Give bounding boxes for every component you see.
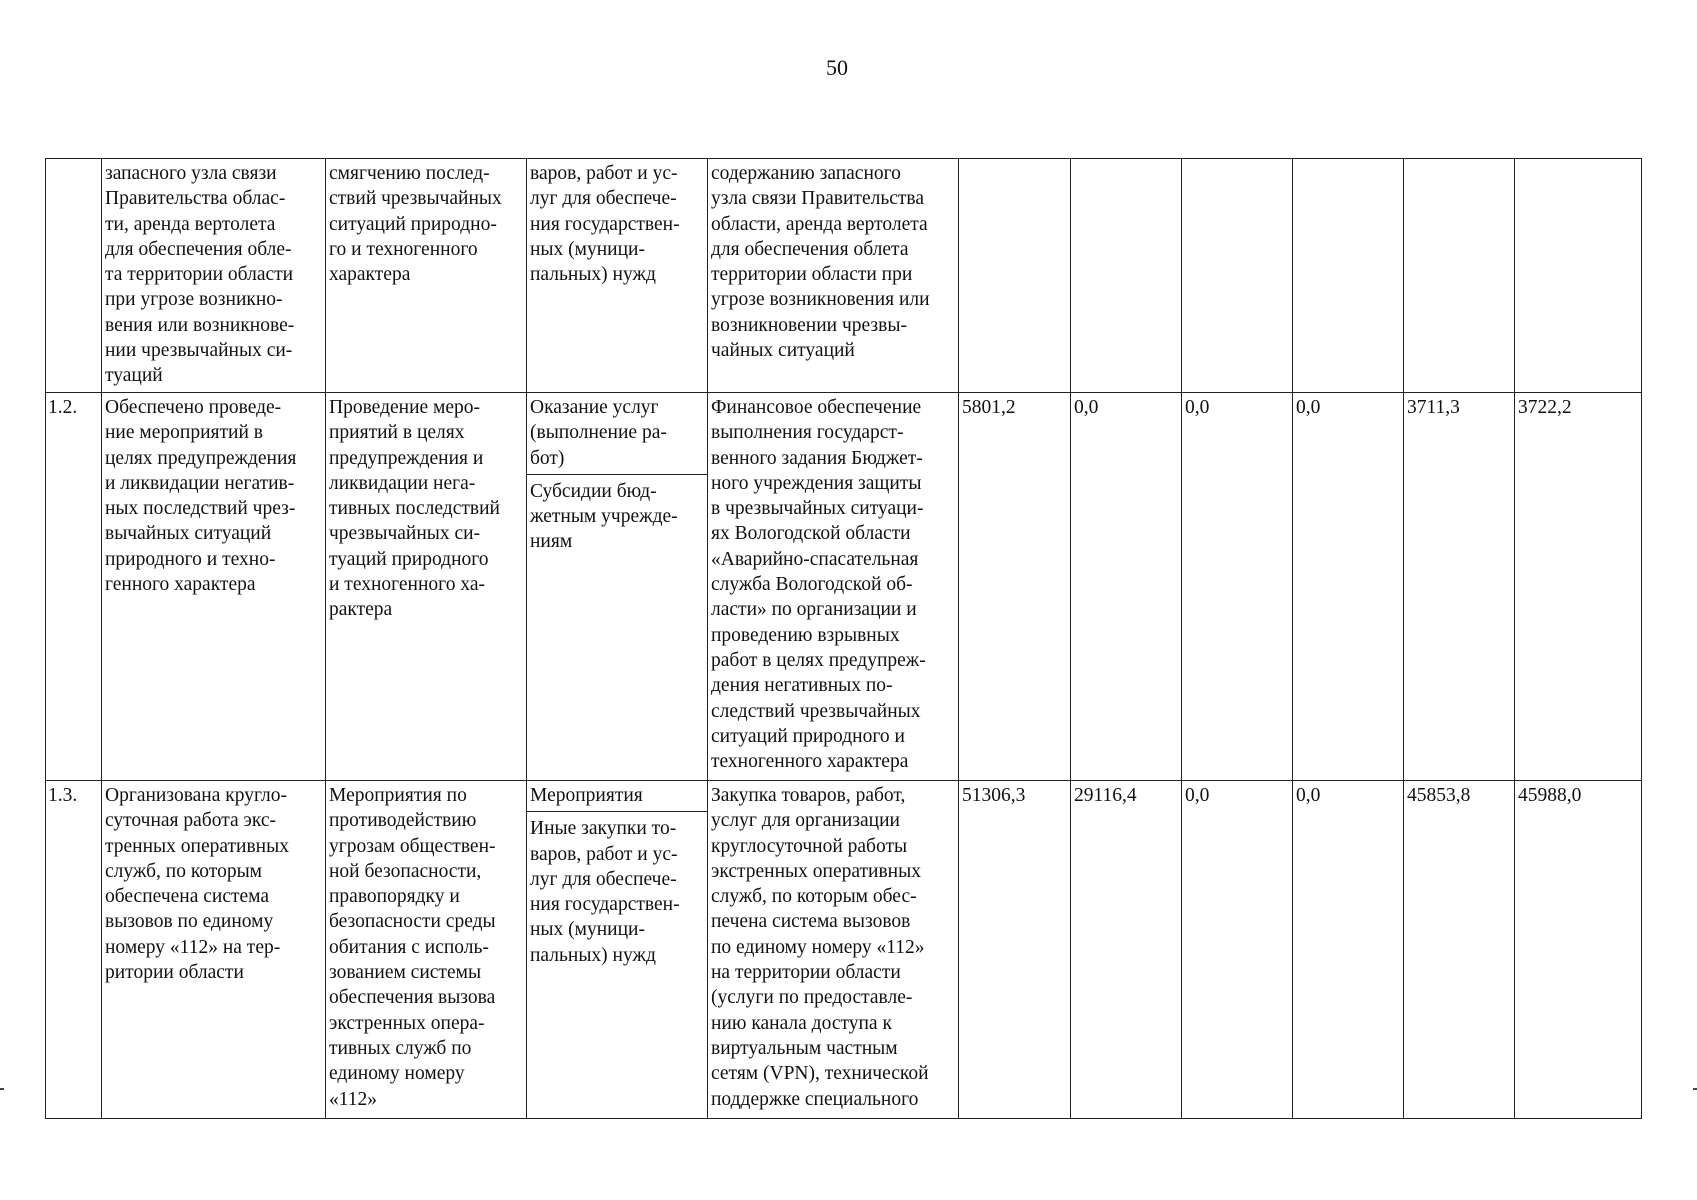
cell-line: возникновении чрезвы- <box>711 314 907 336</box>
cell-value <box>1515 159 1642 393</box>
cell-line: вения или возникнове- <box>105 314 295 336</box>
cell-row-number: 1.2. <box>46 393 102 781</box>
cell-line: предупреждения и <box>329 447 484 469</box>
cell-line: жетным учрежде- <box>530 506 678 528</box>
cell-line: Закупка товаров, работ, <box>711 785 906 806</box>
cell-value <box>1071 159 1182 393</box>
cell-value <box>1293 159 1404 393</box>
cell-value: 51306,3 <box>959 781 1071 1119</box>
cell-line: экстренных оперативных <box>711 860 921 882</box>
cell-value <box>1182 159 1293 393</box>
cell-line: характера <box>329 264 411 286</box>
cell-line: сетям (VPN), технической <box>711 1063 929 1085</box>
cell-line: пальных) нужд <box>530 944 656 966</box>
cell-value <box>959 159 1071 393</box>
cell-line: работ в целях предупреж- <box>711 649 926 671</box>
cell-value: 45988,0 <box>1515 781 1642 1119</box>
cell-line: на территории области <box>711 962 901 984</box>
cell-line: ния государствен- <box>530 894 680 916</box>
cell-line: та территории области <box>105 264 294 286</box>
cell-line: «Аварийно-спасательная <box>711 548 919 570</box>
cell-line: правопорядку и <box>329 886 460 908</box>
cell-line: для обеспечения обле- <box>105 238 292 260</box>
cell-line: дения негативных по- <box>711 675 893 697</box>
cell-line: безопасности среды <box>329 911 496 933</box>
cell-row-number: 1.3. <box>46 781 102 1119</box>
cell-expense-type <box>527 393 708 781</box>
cell-line: Субсидии бюд- <box>530 480 657 502</box>
cell-line: ласти» по организации и <box>711 599 917 621</box>
expense-type-top <box>527 783 707 812</box>
cell-line: зованием системы <box>329 962 482 984</box>
cell-direction <box>708 159 959 393</box>
cell-line: области, аренда вертолета <box>711 213 928 235</box>
cell-line: следствий чрезвычайных <box>711 700 921 722</box>
cell-line: содержанию запасного <box>711 163 901 184</box>
cell-value: 0,0 <box>1293 781 1404 1119</box>
cell-line: смягчению послед- <box>329 163 490 184</box>
cell-line: ного учреждения защиты <box>711 472 922 494</box>
expense-type-top <box>527 395 707 475</box>
cell-line: виртуальным частным <box>711 1037 898 1059</box>
cell-line: узла связи Правительства <box>711 188 925 210</box>
cell-line: «112» <box>329 1088 378 1110</box>
cell-line: луг для обеспече- <box>530 868 677 890</box>
cell-line: чайных ситуаций <box>711 340 855 362</box>
table-row <box>46 781 1642 1119</box>
cell-value: 29116,4 <box>1071 781 1182 1119</box>
cell-line: туаций <box>105 365 163 387</box>
cell-value: 5801,2 <box>959 393 1071 781</box>
cell-line: печена система вызовов <box>711 911 911 933</box>
cell-line: целях предупреждения <box>105 447 297 469</box>
page-number: 50 <box>826 55 848 80</box>
cell-line: выполнения государст- <box>711 422 904 444</box>
cell-value: 0,0 <box>1182 393 1293 781</box>
cell-line: тивных последствий <box>329 498 500 520</box>
cell-line: ликвидации нега- <box>329 472 476 494</box>
cell-line: ритории области <box>105 962 244 984</box>
cell-line: варов, работ и ус- <box>530 843 678 865</box>
cell-measure <box>326 159 527 393</box>
cell-line: единому номеру <box>329 1063 465 1085</box>
cell-line: варов, работ и ус- <box>530 163 678 184</box>
cell-line: и ликвидации негатив- <box>105 472 295 494</box>
cell-line: круглосуточной работы <box>711 835 908 857</box>
table-body <box>46 159 1642 1119</box>
cell-line: пальных) нужд <box>530 264 656 286</box>
cell-direction <box>708 393 959 781</box>
cell-line: и техногенного ха- <box>329 574 485 596</box>
cell-line: приятий в целях <box>329 422 465 444</box>
cell-direction <box>708 781 959 1119</box>
cell-line: Правительства облас- <box>105 188 286 210</box>
cell-line: Проведение меро- <box>329 397 481 418</box>
cell-line: обитания с исполь- <box>329 936 489 958</box>
cell-row-number <box>46 159 102 393</box>
table-row <box>46 159 1642 393</box>
cell-line: служб, по которым обес- <box>711 886 917 908</box>
cell-line: природного и техно- <box>105 548 276 570</box>
cell-value: 0,0 <box>1182 781 1293 1119</box>
cell-line: ние мероприятий в <box>105 422 263 444</box>
cell-line: служб, по которым <box>105 860 263 882</box>
cell-value: 0,0 <box>1293 393 1404 781</box>
cell-line: Мероприятия по <box>329 785 467 806</box>
cell-line: угрозам обществен- <box>329 835 496 857</box>
cell-line: ной безопасности, <box>329 860 482 882</box>
cell-line: ниям <box>530 531 573 553</box>
cell-measure <box>326 781 527 1119</box>
cell-line: обеспечена система <box>105 886 270 908</box>
cell-line: нию канала доступа к <box>711 1012 892 1034</box>
cell-measure <box>326 393 527 781</box>
cell-expense-type <box>527 781 708 1119</box>
cell-line: ных последствий чрез- <box>105 498 296 520</box>
cell-result <box>102 393 326 781</box>
cell-line: тренных оперативных <box>105 835 289 857</box>
cell-line: обеспечения вызова <box>329 987 496 1009</box>
cell-line: техногенного характера <box>711 751 909 773</box>
table-row <box>46 393 1642 781</box>
cell-line: в чрезвычайных ситуаци- <box>711 498 924 520</box>
cell-line: противодействию <box>329 810 477 832</box>
cell-line: при угрозе возникно- <box>105 289 283 311</box>
cell-line: угрозе возникновения или <box>711 289 930 311</box>
cell-line: территории области при <box>711 264 913 286</box>
cell-line: ния государствен- <box>530 213 680 235</box>
cell-line: для обеспечения облета <box>711 238 909 260</box>
cell-line: проведению взрывных <box>711 624 900 646</box>
budget-table <box>45 158 1641 1119</box>
expense-type-bottom <box>530 479 705 555</box>
cell-line: рактера <box>329 599 393 621</box>
cell-line: генного характера <box>105 574 256 596</box>
left-edge-mark <box>0 1088 4 1090</box>
cell-value: 3711,3 <box>1404 393 1515 781</box>
cell-result <box>102 781 326 1119</box>
cell-value: 3722,2 <box>1515 393 1642 781</box>
cell-line: ных (муници- <box>530 919 645 941</box>
cell-value <box>1404 159 1515 393</box>
cell-line: туаций природного <box>329 548 489 570</box>
cell-expense-type <box>527 159 708 393</box>
cell-line: го и техногенного <box>329 238 478 260</box>
cell-value: 0,0 <box>1071 393 1182 781</box>
cell-line: (выполнение ра- <box>530 422 667 444</box>
cell-line: вычайных ситуаций <box>105 523 272 545</box>
cell-line: ситуаций природного и <box>711 725 905 747</box>
cell-line: экстренных опера- <box>329 1012 485 1034</box>
cell-line: ных (муници- <box>530 238 645 260</box>
cell-line: запасного узла связи <box>105 163 277 184</box>
cell-value: 45853,8 <box>1404 781 1515 1119</box>
cell-line: тивных служб по <box>329 1037 472 1059</box>
cell-line: Иные закупки то- <box>530 818 677 840</box>
cell-line: Организована кругло- <box>105 785 287 806</box>
cell-line: венного задания Бюджет- <box>711 447 923 469</box>
cell-line: суточная работа экс- <box>105 810 277 832</box>
cell-line: ти, аренда вертолета <box>105 213 276 235</box>
cell-line: по единому номеру «112» <box>711 936 925 958</box>
cell-line: ствий чрезвычайных <box>329 188 502 210</box>
cell-line: вызовов по единому <box>105 911 274 933</box>
cell-line: Оказание услуг <box>530 397 659 418</box>
cell-line: бот) <box>530 447 565 469</box>
cell-line: поддержке специального <box>711 1088 919 1110</box>
expense-type-bottom <box>530 816 705 968</box>
cell-line: служба Вологодской об- <box>711 574 913 596</box>
cell-line: нии чрезвычайных си- <box>105 340 293 362</box>
cell-result <box>102 159 326 393</box>
cell-line: (услуги по предоставле- <box>711 987 913 1009</box>
cell-line: ситуаций природно- <box>329 213 497 235</box>
cell-line: ях Вологодской области <box>711 523 911 545</box>
cell-line: чрезвычайных си- <box>329 523 481 545</box>
cell-line: Мероприятия <box>530 785 643 806</box>
cell-line: услуг для организации <box>711 810 900 832</box>
cell-line: Финансовое обеспечение <box>711 397 922 418</box>
right-edge-mark <box>1693 1088 1697 1090</box>
cell-line: Обеспечено проведе- <box>105 397 282 418</box>
cell-line: луг для обеспече- <box>530 188 677 210</box>
cell-line: номеру «112» на тер- <box>105 936 281 958</box>
